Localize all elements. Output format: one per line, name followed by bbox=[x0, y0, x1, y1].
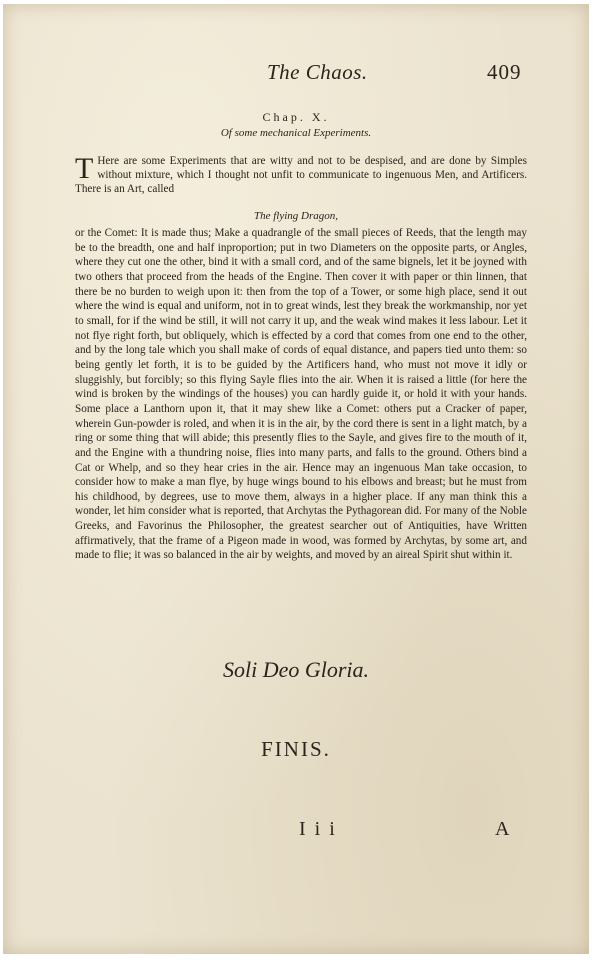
intro-paragraph bbox=[75, 154, 527, 196]
catchword: A bbox=[495, 818, 510, 840]
book-page bbox=[3, 4, 589, 954]
page-number: 409 bbox=[487, 60, 522, 84]
chapter-subtitle: Of some mechanical Experiments. bbox=[220, 127, 372, 139]
intro-text: Here are some Experiments that are witty and not to be despised, and are done by Simples without mixture, which I thought not unfit to communicate to ingenuous Men, and Artificers. There is an Art, called bbox=[75, 155, 527, 195]
drop-cap: T bbox=[75, 152, 94, 185]
closing-motto: Soli Deo Gloria. bbox=[222, 657, 370, 682]
chapter-title: Chap. X. bbox=[262, 110, 330, 124]
signature-mark: I i i bbox=[299, 818, 337, 840]
section-heading: The flying Dragon, bbox=[253, 210, 339, 222]
body-paragraph: or the Comet: It is made thus; Make a quadrangle of the small pieces of Reeds, that the length may be to the breadth, one and half inproportion; put in two Diameters on the opposite parts, or Angles, where they cut one the other, bind it with a small cord, and of the same bignels, let it be joyned with two others that proceed from the heads of the Engine. Then cover it with paper or thin linnen, that there be no burden to weigh upon it: then from the top of a Tower, or some high place, send it out where the wind is equal and uniform, not in to great winds, lest they break the workmanship, nor yet to small, for if the wind be still, it will not carry it up, and the weak wind makes it less labour. Let it not flye right forth, but obliquely, which is effected by a cord that comes from one end to the other, and by the long tale which you shall make of cords of equal distance, and papers tied unto them: so being gently let forth, it is to be guided by the Artificers hand, who must not move it idly or sluggishly, but forcibly; so this flying Sayle flies into the air. When it is raised a little (for here the wind is broken by the windings of the houses) you can hardly guide it, or hold it with your hands. Some place a Lanthorn upon it, that it may shew like a Comet: others put a Cracker of paper, wherein Gun-powder is roled, and when it is in the air, by the cord there is sent in a light match, by a ring or some thing that will abide; this presently flies to the Sayle, and gives fire to the mouth of it, and the Engine with a thundring noise, flies into many parts, and falls to the ground. Others bind a Cat or Whelp, and so they hear cries in the air. Hence may an ingenuous Man take occasion, to consider how to make a man flye, by huge wings bound to his elbows and breast; but he must from his childhood, by degrees, use to move them, always in a higher place. If any man think this a wonder, let him consider what is reported, that Archytas the Pythagorean did. For many of the Noble Greeks, and Favorinus the Philosopher, the greatest searcher out of Antiquities, have Written affirmatively, that the frame of a Pigeon made in wood, was formed by Archytas, by some art, and made to flie; it was so balanced in the air by weights, and moved by an aireal Spirit shut within it. bbox=[75, 227, 527, 562]
finis-heading: FINIS. bbox=[261, 737, 331, 761]
running-head: The Chaos. bbox=[267, 60, 368, 84]
